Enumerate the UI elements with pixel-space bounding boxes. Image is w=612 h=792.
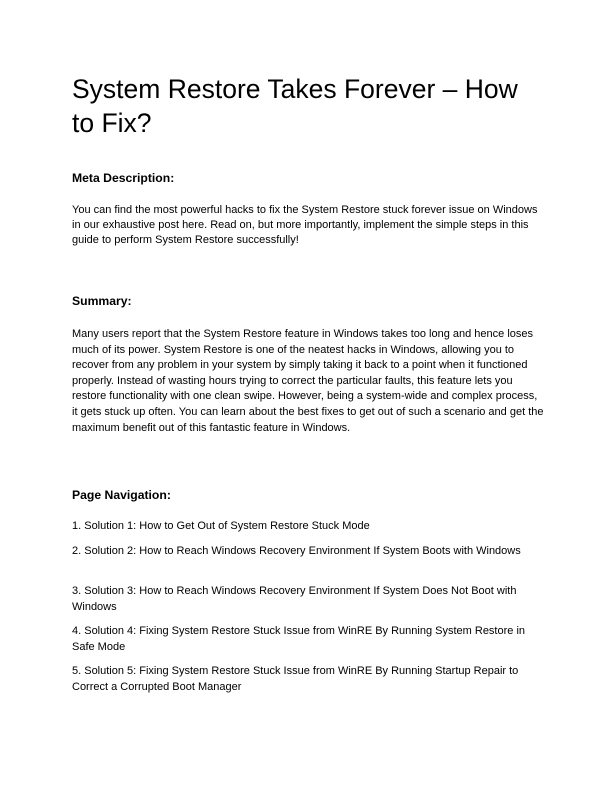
- nav-item-solution-1[interactable]: 1. Solution 1: How to Get Out of System Restore Stuck Mode: [72, 520, 370, 532]
- nav-item-solution-3[interactable]: 3. Solution 3: How to Reach Windows Recovery Environment If System Does Not Boot with Windows: [72, 585, 517, 613]
- page-navigation-heading: Page Navigation:: [72, 488, 171, 502]
- summary-heading: Summary:: [72, 294, 132, 308]
- nav-item-solution-2[interactable]: 2. Solution 2: How to Reach Windows Recovery Environment If System Boots with Windows: [72, 545, 521, 557]
- summary-text: Many users report that the System Restore feature in Windows takes too long and hence loses much of its power. System Restore is one of the neatest hacks in Windows, allowing you to recover from any problem in your system by simply taking it back to a point when it functioned properly. Instead of wasting hours trying to correct the particular faults, this feature lets you restore functionality with one clean swipe. However, being a system-wide and complex process, it gets stuck up often. You can learn about the best fixes to get out of such a scenario and get the maximum benefit out of this fantastic feature in Windows.: [72, 328, 544, 434]
- meta-description-heading: Meta Description:: [72, 171, 175, 185]
- meta-description-text: You can find the most powerful hacks to fix the System Restore stuck forever issue on Windows in our exhaustive post here. Read on, but more importantly, implement the simple steps in this guide to perform System Restore successfully!: [72, 204, 538, 247]
- nav-item-solution-4[interactable]: 4. Solution 4: Fixing System Restore Stuck Issue from WinRE By Running System Restore in Safe Mode: [72, 625, 526, 653]
- page-title: System Restore Takes Forever – How to Fix?: [72, 74, 518, 138]
- page-navigation-list: [72, 519, 544, 709]
- nav-item-solution-5[interactable]: 5. Solution 5: Fixing System Restore Stuck Issue from WinRE By Running Startup Repair to Correct a Corrupted Boot Manager: [72, 665, 519, 693]
